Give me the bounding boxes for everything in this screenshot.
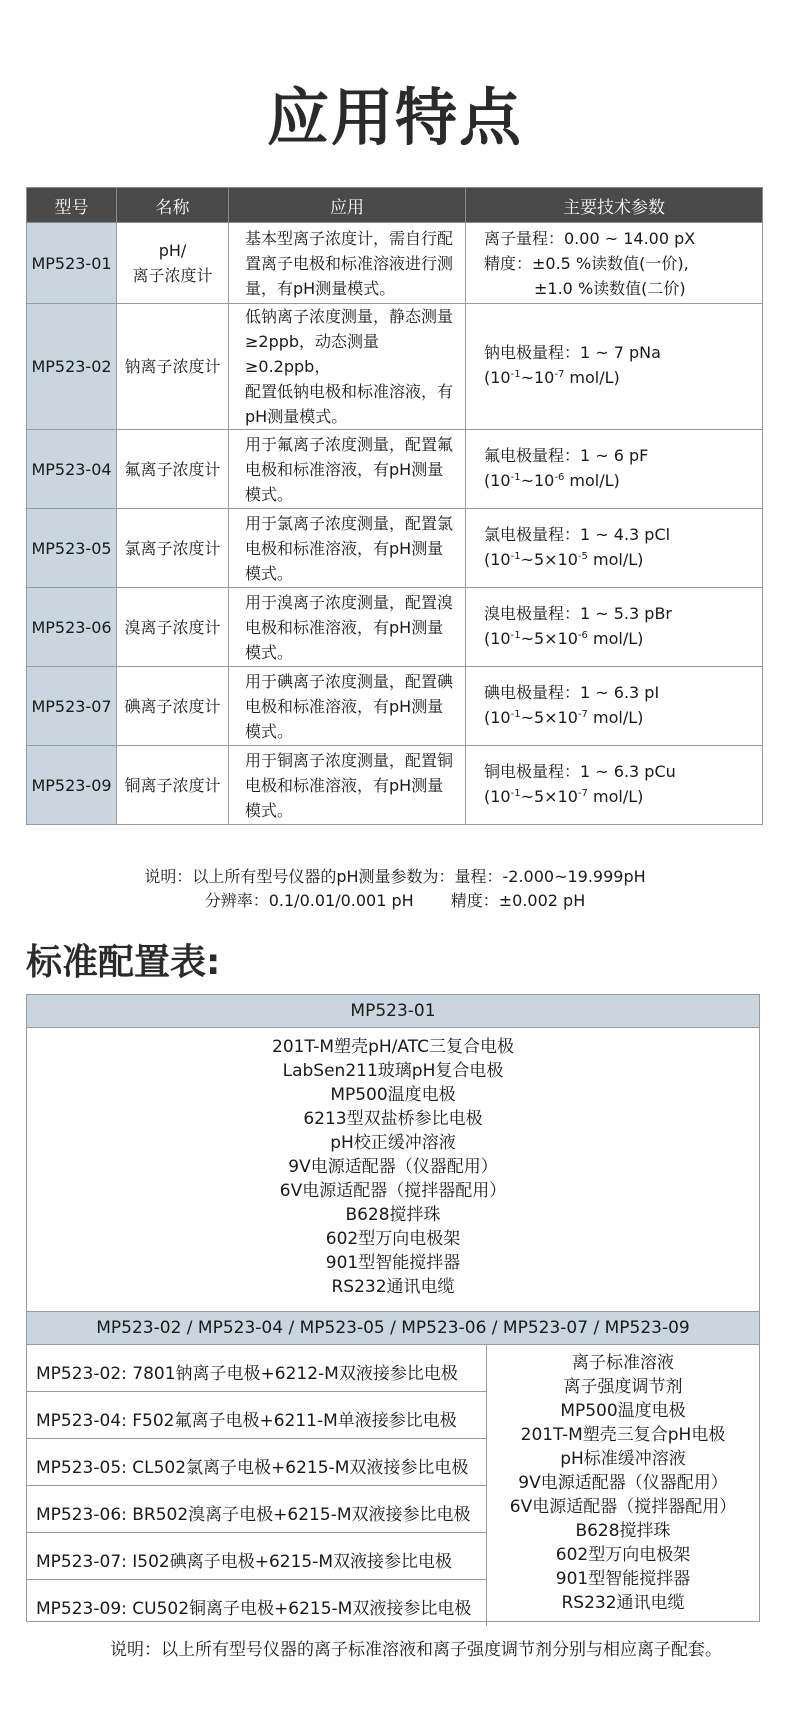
range-text: mol/L) bbox=[587, 628, 644, 648]
table-row bbox=[27, 746, 763, 825]
param-range-line bbox=[484, 784, 750, 812]
app-line: 模式。 bbox=[245, 721, 294, 741]
exponent: -6 bbox=[577, 629, 588, 641]
range-text: (10 bbox=[484, 368, 511, 387]
app-line: 用于氟离子浓度测量，配置氟 bbox=[245, 434, 454, 454]
list-item: MP500温度电极 bbox=[330, 1085, 456, 1105]
list-item: 602型万向电极架 bbox=[325, 1229, 461, 1249]
range-text: (10 bbox=[484, 628, 511, 648]
parameter-cell bbox=[466, 223, 763, 304]
name-cell: 氟离子浓度计 bbox=[117, 430, 229, 509]
application-cell bbox=[229, 746, 466, 825]
ph-note-line-2: 分辨率：0.1/0.01/0.001 pH 精度：±0.002 pH bbox=[204, 891, 586, 910]
list-item: 6213型双盐桥参比电极 bbox=[303, 1109, 483, 1129]
range-text: ~5×10 bbox=[520, 707, 578, 727]
name-cell: 碘离子浓度计 bbox=[117, 667, 229, 746]
app-line: 模式。 bbox=[245, 642, 294, 662]
config-electrode-list bbox=[27, 1345, 487, 1626]
range-text: (10 bbox=[484, 707, 511, 727]
range-text: ~5×10 bbox=[520, 628, 578, 648]
range-text: ~5×10 bbox=[520, 549, 578, 569]
header-model: 型号 bbox=[27, 188, 117, 223]
exponent: -5 bbox=[577, 550, 588, 562]
list-item: MP523-06: BR502溴离子电极+6215-M双液接参比电极 bbox=[27, 1486, 486, 1533]
spec-table bbox=[26, 187, 763, 825]
name-cell: 氯离子浓度计 bbox=[117, 509, 229, 588]
list-item: MP523-09: CU502铜离子电极+6215-M双液接参比电极 bbox=[36, 1599, 472, 1619]
app-line: 置离子电极和标准溶液进行测 bbox=[245, 253, 454, 273]
app-line: 低钠离子浓度测量，静态测量 bbox=[245, 307, 454, 326]
list-item: 离子强度调节剂 bbox=[563, 1377, 683, 1397]
parameter-cell bbox=[466, 430, 763, 509]
name-line: 离子浓度计 bbox=[132, 266, 213, 285]
app-line: 用于碘离子浓度测量，配置碘 bbox=[245, 671, 454, 691]
app-line: pH测量模式。 bbox=[245, 407, 348, 426]
param-line: 碘电极量程：1 ~ 6.3 pI bbox=[484, 682, 660, 702]
list-item: 6V电源适配器（搅拌器配用） bbox=[509, 1497, 737, 1517]
list-item: 9V电源适配器（仪器配用） bbox=[518, 1473, 728, 1493]
app-line: 电极和标准溶液，有pH测量 bbox=[245, 538, 444, 558]
ph-note-line-1: 说明：以上所有型号仪器的pH测量参数为：量程：-2.000~19.999pH bbox=[144, 867, 646, 886]
list-item: B628搅拌珠 bbox=[345, 1205, 441, 1225]
exponent: -6 bbox=[554, 471, 565, 483]
table-row bbox=[27, 509, 763, 588]
range-text: (10 bbox=[484, 549, 511, 569]
range-text: mol/L) bbox=[564, 368, 620, 387]
config-note: 说明：以上所有型号仪器的离子标准溶液和离子强度调节剂分别与相应离子配套。 bbox=[110, 1640, 722, 1660]
range-text: (10 bbox=[484, 470, 511, 490]
parameter-cell bbox=[466, 509, 763, 588]
model-cell: MP523-04 bbox=[27, 430, 117, 509]
parameter-cell bbox=[466, 667, 763, 746]
exponent: -7 bbox=[577, 787, 588, 799]
parameter-cell bbox=[466, 304, 763, 430]
table-row bbox=[27, 588, 763, 667]
model-cell: MP523-09 bbox=[27, 746, 117, 825]
range-text: (10 bbox=[484, 786, 511, 806]
app-line: 配置低钠电极和标准溶液，有 bbox=[245, 382, 454, 401]
app-line: 电极和标准溶液，有pH测量 bbox=[245, 775, 444, 795]
name-cell: 钠离子浓度计 bbox=[117, 304, 229, 430]
range-text: mol/L) bbox=[587, 786, 644, 806]
list-item: LabSen211玻璃pH复合电极 bbox=[282, 1061, 504, 1081]
list-item: MP523-04: F502氟离子电极+6211-M单液接参比电极 bbox=[27, 1392, 486, 1439]
range-text: mol/L) bbox=[564, 470, 620, 490]
param-line: 钠电极量程：1 ~ 7 pNa bbox=[484, 343, 661, 362]
list-item: 602型万向电极架 bbox=[555, 1545, 691, 1565]
app-line: 电极和标准溶液，有pH测量 bbox=[245, 617, 444, 637]
name-cell: 溴离子浓度计 bbox=[117, 588, 229, 667]
list-item: 901型智能搅拌器 bbox=[325, 1253, 461, 1273]
list-item: MP523-07: I502碘离子电极+6215-M双液接参比电极 bbox=[27, 1533, 486, 1580]
list-item: 901型智能搅拌器 bbox=[555, 1569, 691, 1589]
exponent: -1 bbox=[510, 471, 521, 483]
list-item: MP523-02: 7801钠离子电极+6212-M双液接参比电极 bbox=[27, 1345, 486, 1392]
param-range-line bbox=[484, 365, 750, 393]
list-item: pH校正缓冲溶液 bbox=[330, 1133, 456, 1153]
application-cell bbox=[229, 304, 466, 430]
list-item: MP500温度电极 bbox=[560, 1401, 686, 1421]
model-cell: MP523-06 bbox=[27, 588, 117, 667]
param-line: 离子量程：0.00 ~ 14.00 pX bbox=[484, 228, 696, 248]
application-cell bbox=[229, 430, 466, 509]
param-line: 氯电极量程：1 ~ 4.3 pCl bbox=[484, 524, 671, 544]
list-item: pH标准缓冲溶液 bbox=[560, 1449, 686, 1469]
app-line: 电极和标准溶液，有pH测量 bbox=[245, 459, 444, 479]
app-line: 模式。 bbox=[245, 563, 294, 583]
config-group1-list bbox=[27, 1035, 759, 1299]
exponent: -7 bbox=[554, 369, 565, 380]
range-text: ~10 bbox=[520, 368, 555, 387]
name-cell: 铜离子浓度计 bbox=[117, 746, 229, 825]
app-line: 电极和标准溶液，有pH测量 bbox=[245, 696, 444, 716]
exponent: -1 bbox=[510, 629, 521, 641]
model-cell: MP523-05 bbox=[27, 509, 117, 588]
param-range-line bbox=[484, 705, 750, 733]
header-application: 应用 bbox=[229, 188, 466, 223]
table-row bbox=[27, 430, 763, 509]
application-cell bbox=[229, 588, 466, 667]
list-item: 201T-M塑壳pH/ATC三复合电极 bbox=[272, 1037, 514, 1057]
param-line: ±1.0 %读数值(二价) bbox=[534, 278, 686, 298]
model-cell: MP523-02 bbox=[27, 304, 117, 430]
table-row bbox=[27, 304, 763, 430]
model-cell: MP523-01 bbox=[27, 223, 117, 304]
exponent: -1 bbox=[510, 708, 521, 720]
list-item: 离子标准溶液 bbox=[572, 1353, 674, 1373]
app-line: ≥2ppb，动态测量≥0.2ppb， bbox=[245, 332, 380, 376]
name-line: pH/ bbox=[158, 241, 187, 260]
model-cell: MP523-07 bbox=[27, 667, 117, 746]
exponent: -1 bbox=[510, 369, 521, 380]
name-cell bbox=[117, 223, 229, 304]
list-item: 201T-M塑壳三复合pH电极 bbox=[520, 1425, 726, 1445]
app-line: 模式。 bbox=[245, 800, 294, 820]
config-group1-header: MP523-01 bbox=[27, 995, 759, 1028]
page-title: 应用特点 bbox=[266, 81, 523, 154]
list-item: 6V电源适配器（搅拌器配用） bbox=[279, 1181, 507, 1201]
application-cell bbox=[229, 667, 466, 746]
param-line: 铜电极量程：1 ~ 6.3 pCu bbox=[484, 761, 676, 781]
param-line: 溴电极量程：1 ~ 5.3 pBr bbox=[484, 603, 673, 623]
app-line: 量，有pH测量模式。 bbox=[245, 278, 396, 298]
exponent: -7 bbox=[577, 708, 588, 720]
config-group2-header: MP523-02 / MP523-04 / MP523-05 / MP523-06 / MP523-07 / MP523-09 bbox=[27, 1311, 759, 1345]
app-line: 模式。 bbox=[245, 484, 294, 504]
range-text: ~10 bbox=[520, 470, 555, 490]
application-cell bbox=[229, 223, 466, 304]
app-line: 用于氯离子浓度测量，配置氯 bbox=[245, 513, 454, 533]
parameter-cell bbox=[466, 746, 763, 825]
application-cell bbox=[229, 509, 466, 588]
range-text: mol/L) bbox=[587, 549, 644, 569]
spec-table-header bbox=[27, 188, 763, 223]
list-item: MP523-05: CL502氯离子电极+6215-M双液接参比电极 bbox=[27, 1439, 486, 1486]
table-row bbox=[27, 667, 763, 746]
list-item: RS232通讯电缆 bbox=[331, 1277, 455, 1297]
param-line: 氟电极量程：1 ~ 6 pF bbox=[484, 445, 649, 465]
config-section-title: 标准配置表: bbox=[26, 942, 221, 983]
param-line: 精度：±0.5 %读数值(一价), bbox=[484, 253, 689, 273]
exponent: -1 bbox=[510, 550, 521, 562]
app-line: 用于溴离子浓度测量，配置溴 bbox=[245, 592, 454, 612]
exponent: -1 bbox=[510, 787, 521, 799]
app-line: 用于铜离子浓度测量，配置铜 bbox=[245, 750, 454, 770]
table-row bbox=[27, 223, 763, 304]
parameter-cell bbox=[466, 588, 763, 667]
range-text: mol/L) bbox=[587, 707, 644, 727]
config-table bbox=[26, 994, 760, 1622]
header-name: 名称 bbox=[117, 188, 229, 223]
header-parameters: 主要技术参数 bbox=[466, 188, 763, 223]
list-item: 9V电源适配器（仪器配用） bbox=[288, 1157, 498, 1177]
range-text: ~5×10 bbox=[520, 786, 578, 806]
param-range-line bbox=[484, 468, 750, 496]
param-range-line bbox=[484, 547, 750, 575]
list-item: B628搅拌珠 bbox=[575, 1521, 671, 1541]
param-range-line bbox=[484, 626, 750, 654]
config-common-list bbox=[487, 1351, 759, 1615]
app-line: 基本型离子浓度计，需自行配 bbox=[245, 228, 454, 248]
list-item: RS232通讯电缆 bbox=[561, 1593, 685, 1613]
